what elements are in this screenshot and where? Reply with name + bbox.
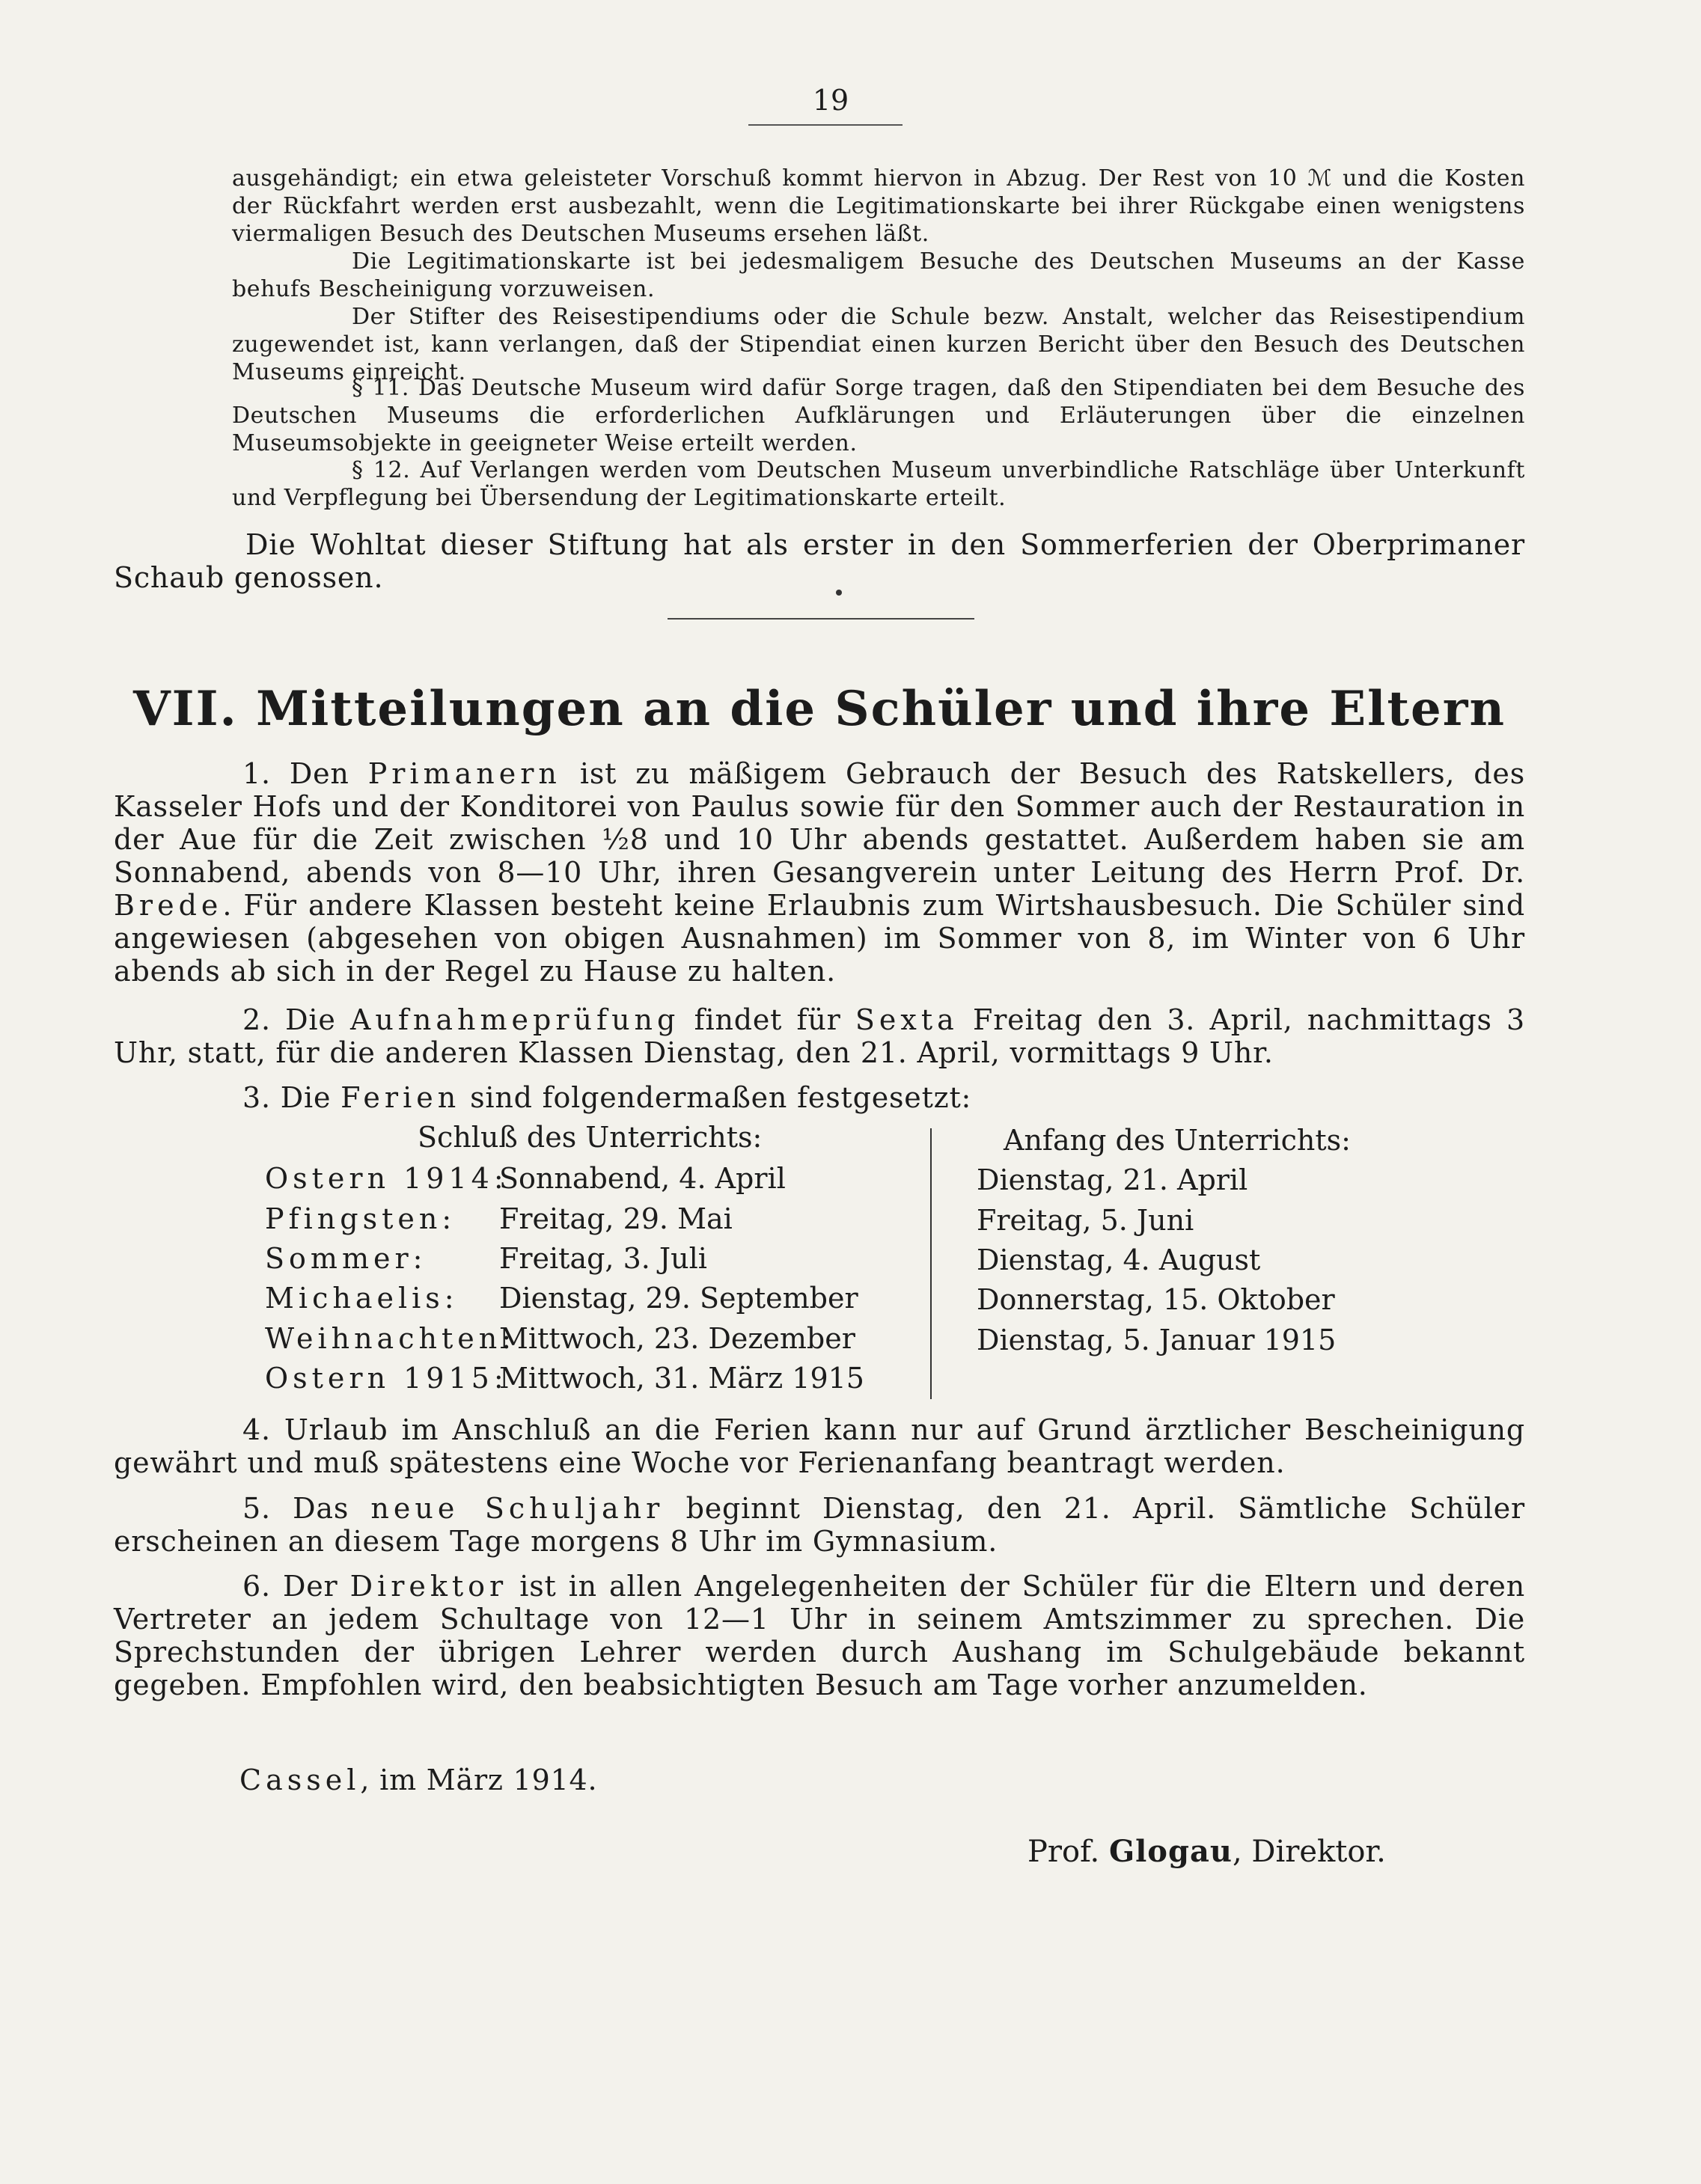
- item-2: 2. Die Aufnahmeprüfung findet für Sexta Freitag den 3. April, nachmittags 3 Uhr, statt, für die anderen Klassen Dienstag, den 21. April, vormittags 9 Uhr.: [114, 1003, 1525, 1069]
- term-sexta: Sexta: [855, 1003, 959, 1036]
- table-row-start: Dienstag, 5. Januar 1915: [977, 1324, 1337, 1356]
- paragraph-stifter: Der Stifter des Reisestipendiums oder die Schule bezw. Anstalt, welcher das Reisestipendium zugewendet ist, kann verlangen, daß der Stipendiat einen kurzen Bericht über den Besuch des Deutschen Museums einreicht.: [232, 304, 1525, 385]
- item-1: 1. Den Primanern ist zu mäßigem Gebrauch der Besuch des Ratskellers, des Kasseler Hofs und der Konditorei von Paulus sowie für den Sommer auch der Restauration in der Aue für die Zeit zwischen ½8 und 10 Uhr abends gestattet. Außerdem haben sie am Sonnabend, abends von 8—10 Uhr, ihren Gesangverein unter Leitung des Herrn Prof. Dr. Brede. Für andere Klassen besteht keine Erlaubnis zum Wirtshausbesuch. Die Schüler sind angewiesen (abgesehen von obigen Ausnahmen) im Sommer von 8, im Winter von 6 Uhr abends ab sich in der Regel zu Hause zu halten.: [114, 757, 1525, 988]
- table-row-end: Freitag, 3. Juli: [499, 1242, 707, 1275]
- closing-note: Die Wohltat dieser Stiftung hat als erster in den Sommerferien der Oberprimaner Schaub genossen.: [114, 528, 1525, 594]
- paragraph-legitimationskarte: Die Legitimationskarte ist bei jedesmaligem Besuche des Deutschen Museums an der Kasse behufs Bescheinigung vorzuweisen.: [232, 248, 1525, 302]
- table-header-end: Schluß des Unterrichts:: [418, 1121, 763, 1154]
- place-name: Cassel: [239, 1764, 361, 1796]
- table-row-end: Mittwoch, 31. März 1915: [499, 1362, 864, 1395]
- place-date: Cassel, im März 1914.: [239, 1764, 598, 1796]
- paragraph-continuation: ausgehändigt; ein etwa geleisteter Vorschuß kommt hiervon in Abzug. Der Rest von 10 ℳ und die Kosten der Rückfahrt werden erst ausbezahlt, wenn die Legitimationskarte bei ihrer Rückgabe einen wenigstens viermaligen Besuch des Deutschen Museums ersehen läßt.: [232, 165, 1525, 247]
- item-3: 3. Die Ferien sind folgendermaßen festgesetzt:: [242, 1081, 972, 1114]
- table-row-start: Dienstag, 4. August: [977, 1244, 1261, 1276]
- paragraph-section-12: § 12. Auf Verlangen werden vom Deutschen Museum unverbindliche Ratschläge über Unterkunft und Verpflegung bei Übersendung der Legitimationskarte erteilt.: [232, 457, 1525, 511]
- table-row-start: Dienstag, 21. April: [977, 1163, 1248, 1196]
- item-5: 5. Das neue Schuljahr beginnt Dienstag, den 21. April. Sämtliche Schüler erscheinen an diesem Tage morgens 8 Uhr im Gymnasium.: [114, 1492, 1525, 1558]
- signature-role: , Direktor.: [1232, 1835, 1386, 1869]
- term-direktor: Direktor: [349, 1570, 508, 1603]
- item-4: 4. Urlaub im Anschluß an die Ferien kann nur auf Grund ärztlicher Bescheinigung gewährt und muß spätestens eine Woche vor Ferienanfang beantragt werden.: [114, 1413, 1525, 1479]
- name-brede: Brede: [114, 889, 223, 922]
- table-row-start: Donnerstag, 15. Oktober: [977, 1283, 1335, 1316]
- table-row-name: Ostern 1914:: [265, 1162, 508, 1195]
- table-divider: [930, 1128, 932, 1399]
- term-aufnahmepruefung: Aufnahmeprüfung: [349, 1003, 680, 1036]
- table-row-end: Sonnabend, 4. April: [499, 1162, 786, 1195]
- section-heading: VII. Mitteilungen an die Schüler und ihre Eltern: [133, 681, 1506, 737]
- table-row-name: Weihnachten:: [265, 1322, 516, 1355]
- table-row-name: Michaelis:: [265, 1282, 459, 1315]
- table-row-end: Mittwoch, 23. Dezember: [499, 1322, 855, 1355]
- term-primanern: Primanern: [367, 757, 561, 790]
- table-header-start: Anfang des Unterrichts:: [1004, 1124, 1351, 1157]
- table-row-end: Freitag, 29. Mai: [499, 1202, 733, 1235]
- table-row-end: Dienstag, 29. September: [499, 1282, 858, 1315]
- table-row-start: Freitag, 5. Juni: [977, 1204, 1194, 1237]
- table-row-name: Pfingsten:: [265, 1202, 456, 1235]
- paragraph-section-11: § 11. Das Deutsche Museum wird dafür Sorge tragen, daß den Stipendiaten bei dem Besuche des Deutschen Museums die erforderlichen Aufklärungen und Erläuterungen über die einzelnen Museumsobjekte in geeigneter Weise erteilt werden.: [232, 375, 1525, 456]
- page-number: 19: [812, 84, 849, 117]
- page-number-rule: [748, 124, 903, 126]
- term-ferien: Ferien: [340, 1081, 461, 1114]
- table-row-name: Ostern 1915:: [265, 1362, 508, 1395]
- term-neues-schuljahr: neue Schuljahr: [370, 1492, 665, 1525]
- section-divider: [668, 618, 974, 620]
- item-6: 6. Der Direktor ist in allen Angelegenheiten der Schüler für die Eltern und deren Vertreter an jedem Schultage von 12—1 Uhr in seinem Amtszimmer zu sprechen. Die Sprechstunden der übrigen Lehrer werden durch Aushang im Schulgebäude bekannt gegeben. Empfohlen wird, den beabsichtigten Besuch am Tage vorher anzumelden.: [114, 1570, 1525, 1701]
- table-row-name: Sommer:: [265, 1242, 427, 1275]
- signature: [1027, 1834, 1386, 1869]
- signature-name: Glogau: [1108, 1834, 1233, 1869]
- ornament-dot: [836, 590, 842, 596]
- signature-title: Prof.: [1027, 1835, 1100, 1869]
